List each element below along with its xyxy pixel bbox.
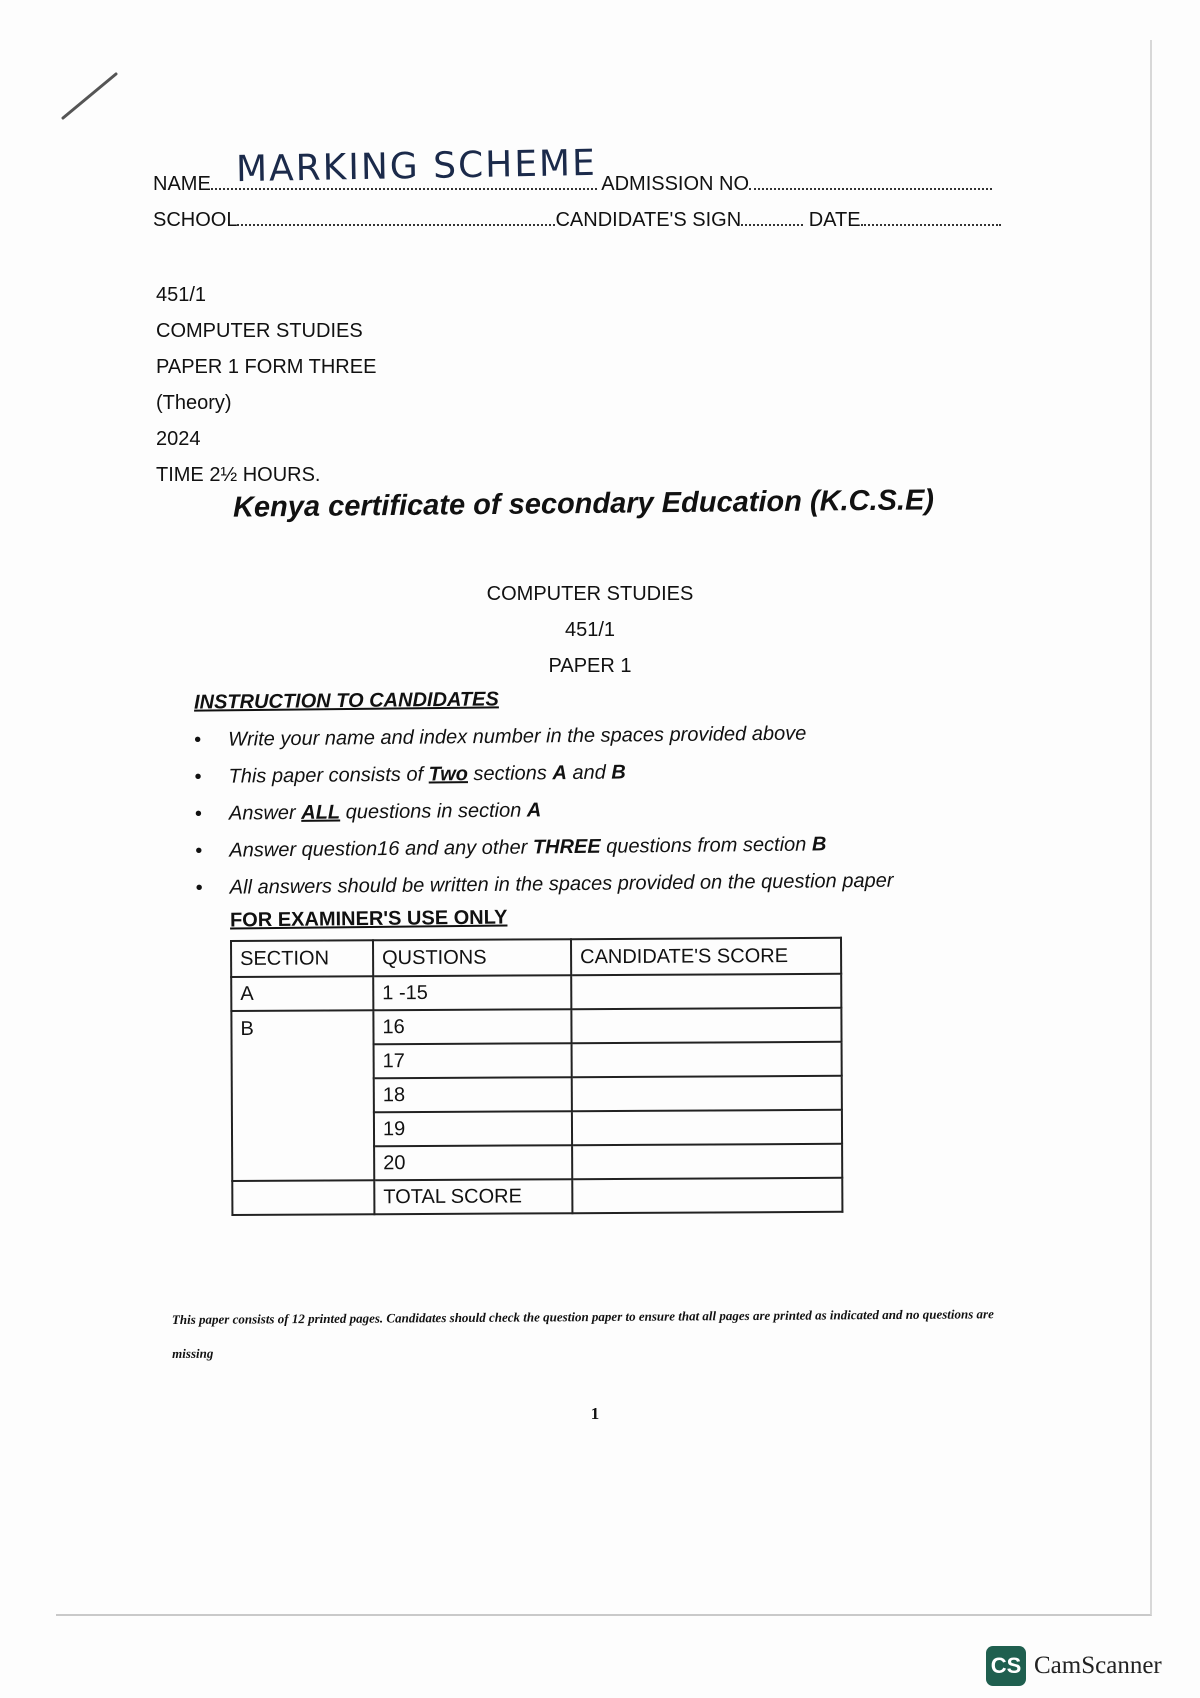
center-subject: COMPUTER STUDIES — [486, 583, 694, 605]
camscanner-label: CamScanner — [1034, 1652, 1162, 1679]
score-cell — [572, 1110, 842, 1145]
column-header-section: SECTION — [231, 940, 373, 977]
questions-cell: 18 — [374, 1077, 572, 1112]
instruction-item: • This paper consists of Two sections A and B — [194, 751, 974, 796]
center-code: 451/1 — [564, 619, 616, 641]
score-cell — [572, 1144, 842, 1179]
paper-year: 2024 — [156, 428, 201, 450]
sign-dotted-line — [741, 220, 803, 226]
table-row — [231, 974, 841, 1011]
instruction-item: • All answers should be written in the spaces provided on the question paper — [196, 862, 976, 907]
school-row — [153, 209, 1001, 232]
camscanner-logo-icon: CS — [986, 1646, 1026, 1686]
section-b-cell: B — [231, 1010, 374, 1181]
paper-code: 451/1 — [156, 284, 207, 306]
school-label: SCHOOL — [153, 209, 238, 231]
paper-time: TIME 2½ HOURS. — [156, 464, 321, 486]
camscanner-watermark — [986, 1646, 1162, 1686]
page-count-note: This paper consists of 12 printed pages. Candidates should check the question paper to ensure that all pages are printed as indicated and no questions are missing — [171, 1306, 994, 1362]
questions-cell: 20 — [374, 1145, 572, 1180]
date-label: DATE — [808, 209, 861, 231]
table-row — [231, 1008, 841, 1045]
column-header-score: CANDIDATE'S SCORE — [571, 938, 841, 975]
column-header-questions: QUSTIONS — [373, 939, 571, 976]
examiner-score-table — [230, 937, 843, 1216]
paper-subject: COMPUTER STUDIES — [156, 320, 363, 342]
name-label: NAME — [153, 173, 211, 195]
date-dotted-line — [861, 220, 1001, 226]
score-cell — [572, 1076, 842, 1111]
instructions-heading: INSTRUCTION TO CANDIDATES — [193, 688, 499, 714]
sign-label: CANDIDATE'S SIGN — [555, 209, 742, 231]
handwritten-name: MARKING SCHEME — [235, 142, 598, 191]
questions-cell: 16 — [373, 1009, 571, 1044]
page-number: 1 — [590, 1404, 600, 1423]
score-cell — [572, 1042, 842, 1077]
table-header-row — [231, 938, 841, 977]
questions-cell: 19 — [374, 1111, 572, 1146]
instructions-list — [194, 714, 976, 907]
table-total-row — [232, 1178, 842, 1215]
questions-cell: 1 -15 — [373, 975, 571, 1010]
pen-stroke-mark — [60, 70, 120, 122]
questions-cell: 17 — [374, 1043, 572, 1078]
instruction-item: • Answer question16 and any other THREE questions from section B — [195, 825, 975, 870]
total-score-label: TOTAL SCORE — [374, 1179, 572, 1214]
admission-label: ADMISSION NO — [601, 173, 750, 195]
exam-title: Kenya certificate of secondary Education (K.C.S.E) — [232, 484, 935, 524]
examiner-heading: FOR EXAMINER'S USE ONLY — [229, 906, 508, 932]
instruction-item: • Answer ALL questions in section A — [195, 788, 975, 833]
total-score-cell — [572, 1178, 842, 1213]
center-paper: PAPER 1 — [548, 655, 632, 677]
admission-dotted-line — [749, 184, 992, 190]
empty-section-cell — [232, 1180, 374, 1215]
score-cell — [571, 974, 841, 1009]
score-cell — [571, 1008, 841, 1043]
instruction-item: • Write your name and index number in the spaces provided above — [194, 714, 974, 759]
section-a-cell: A — [231, 976, 373, 1011]
paper-type: (Theory) — [156, 392, 232, 414]
school-dotted-line — [237, 220, 555, 226]
paper-form: PAPER 1 FORM THREE — [156, 356, 377, 378]
